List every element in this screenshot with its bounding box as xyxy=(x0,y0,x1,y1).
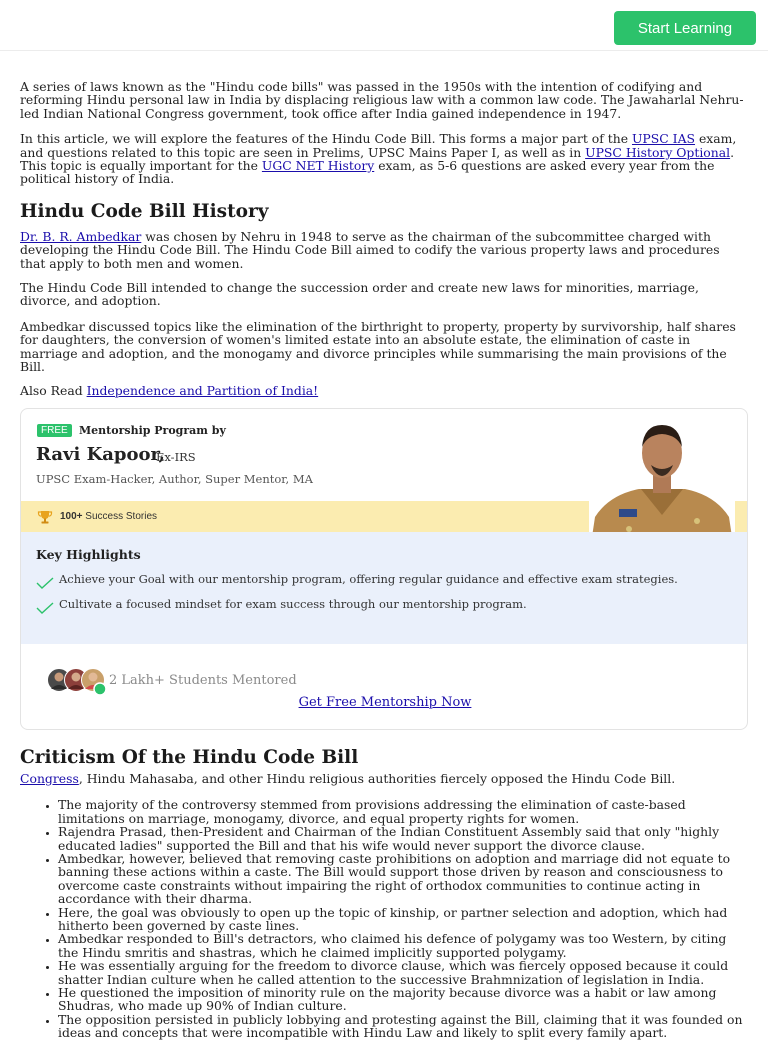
text: . This topic is equally important for the xyxy=(20,144,735,174)
key-highlights-section xyxy=(21,532,748,644)
top-bar xyxy=(0,0,768,51)
mentor-description: UPSC Exam-Hacker, Author, Super Mentor, MA xyxy=(36,471,313,486)
upsc-ias-link[interactable]: UPSC IAS xyxy=(631,131,696,147)
congress-link[interactable]: Congress xyxy=(20,770,79,786)
text: In this article, we will explore the features of the Hindu Code Bill. This forms a major part of the xyxy=(20,131,632,147)
highlight-text: Achieve your Goal with our mentorship program, offering regular guidance and effective exam strategies. xyxy=(59,571,678,586)
text: was chosen by Nehru in 1948 to serve as the chairman of the subcommittee charged with developing the Hindu Code Bill. The Hindu Code Bill aimed to codify the various property laws and procedures that apply to both men and women. xyxy=(20,228,720,271)
ambedkar-link[interactable]: Dr. B. R. Ambedkar xyxy=(20,228,142,244)
also-read xyxy=(20,384,748,397)
list-item: • Ambedkar, however, believed that removing caste prohibitions on adoption and marriage did not equate to banning these actions within a caste. The Bill would support those driven by reason and consciousness to overcome caste constraints without impairing the right of orthodox communities to continue acting in accordance with their dharma. xyxy=(58,852,748,906)
program-label: Mentorship Program by xyxy=(79,423,226,437)
intro-paragraph-2 xyxy=(20,132,748,186)
criticism-intro xyxy=(20,772,748,785)
upsc-history-optional-link[interactable]: UPSC History Optional xyxy=(585,144,731,160)
intro-paragraph: A series of laws known as the "Hindu code bills" was passed in the 1950s with the intention of codifying and reforming Hindu personal law in India by displacing religious law with a common law code. The Jawaharlal Nehru-led Indian National Congress government, took office after India gained independence in 1947. xyxy=(20,79,744,121)
stories-count: 100+ xyxy=(60,510,83,522)
list-item: • Ambedkar responded to Bill's detractors, who claimed his defence of polygamy was too Western, by citing the Hindu smritis and shastras, which he claimed implicitly supported polygamy. xyxy=(58,932,748,959)
also-read-label: Also Read xyxy=(20,382,87,398)
highlight-text: Cultivate a focused mindset for exam success through our mentorship program. xyxy=(59,596,527,611)
article-content xyxy=(20,80,748,1040)
independence-partition-link[interactable]: Independence and Partition of India! xyxy=(86,382,319,398)
key-highlights-title: Key Highlights xyxy=(36,546,141,562)
text: exam, as 5-6 questions are asked every year from the political history of India. xyxy=(20,158,715,187)
mentor-name: Ravi Kapoor, xyxy=(36,443,165,465)
ugc-net-history-link[interactable]: UGC NET History xyxy=(261,158,375,174)
history-paragraph-1 xyxy=(20,230,748,270)
list-item: • Rajendra Prasad, then-President and Chairman of the Indian Constituent Assembly said that only "highly educated ladies" supported the Bill and that his wife would never support the divorce clause. xyxy=(58,825,748,852)
list-item: • He was essentially arguing for the freedom to divorce clause, which was fiercely opposed because it could shatter Indian culture when he called attention to the successive Brahmnization of legislation in India. xyxy=(58,959,748,986)
success-stories-text xyxy=(60,511,157,522)
criticism-heading: Criticism Of the Hindu Code Bill xyxy=(20,746,359,768)
get-free-mentorship-link[interactable]: Get Free Mentorship Now xyxy=(298,694,472,710)
cta-wrapper xyxy=(21,695,748,710)
text: exam, and questions related to this topic are seen in Prelims, UPSC Mains Paper I, as well as in xyxy=(20,131,737,160)
history-heading: Hindu Code Bill History xyxy=(20,200,269,222)
trophy-icon xyxy=(37,509,53,525)
list-item: • He questioned the imposition of minority rule on the majority because divorce was a habit or law among Shudras, who made up 90% of Indian culture. xyxy=(58,986,748,1013)
students-mentored: 2 Lakh+ Students Mentored xyxy=(109,672,297,688)
list-item: • Here, the goal was obviously to open up the topic of kinship, or partner selection and adoption, which had hitherto been governed by caste lines. xyxy=(58,906,748,933)
history-paragraph-2: The Hindu Code Bill intended to change the succession order and create new laws for minorities, marriage, divorce, and adoption. xyxy=(20,280,699,309)
list-item: • The majority of the controversy stemmed from provisions addressing the elimination of caste-based limitations on marriage, monogamy, divorce, and equal property rights for women. xyxy=(58,798,748,825)
text: , Hindu Mahasaba, and other Hindu religious authorities fiercely opposed the Hindu Code Bill. xyxy=(78,770,676,786)
mentor-credential: Ex-IRS xyxy=(156,449,196,464)
start-learning-button[interactable]: Start Learning xyxy=(614,11,756,45)
criticism-list xyxy=(20,798,748,1039)
mentorship-card xyxy=(20,408,748,730)
stories-label: Success Stories xyxy=(82,510,158,522)
history-paragraph-3: Ambedkar discussed topics like the elimination of the birthright to property, property by survivorship, half shares for daughters, the conversion of women's limited estate into an absolute estate, the elimination of caste in marriage and adoption, and the monogamy and divorce principles while summarising the main provisions of the Bill. xyxy=(20,318,736,375)
check-icon xyxy=(36,577,54,589)
list-item: • The opposition persisted in publicly lobbying and protesting against the Bill, claiming that it was founded on ideas and concepts that were incompatible with Hindu Law and likely to split every family apart. xyxy=(58,1013,748,1040)
free-badge: FREE xyxy=(37,424,72,437)
check-icon xyxy=(36,602,54,614)
